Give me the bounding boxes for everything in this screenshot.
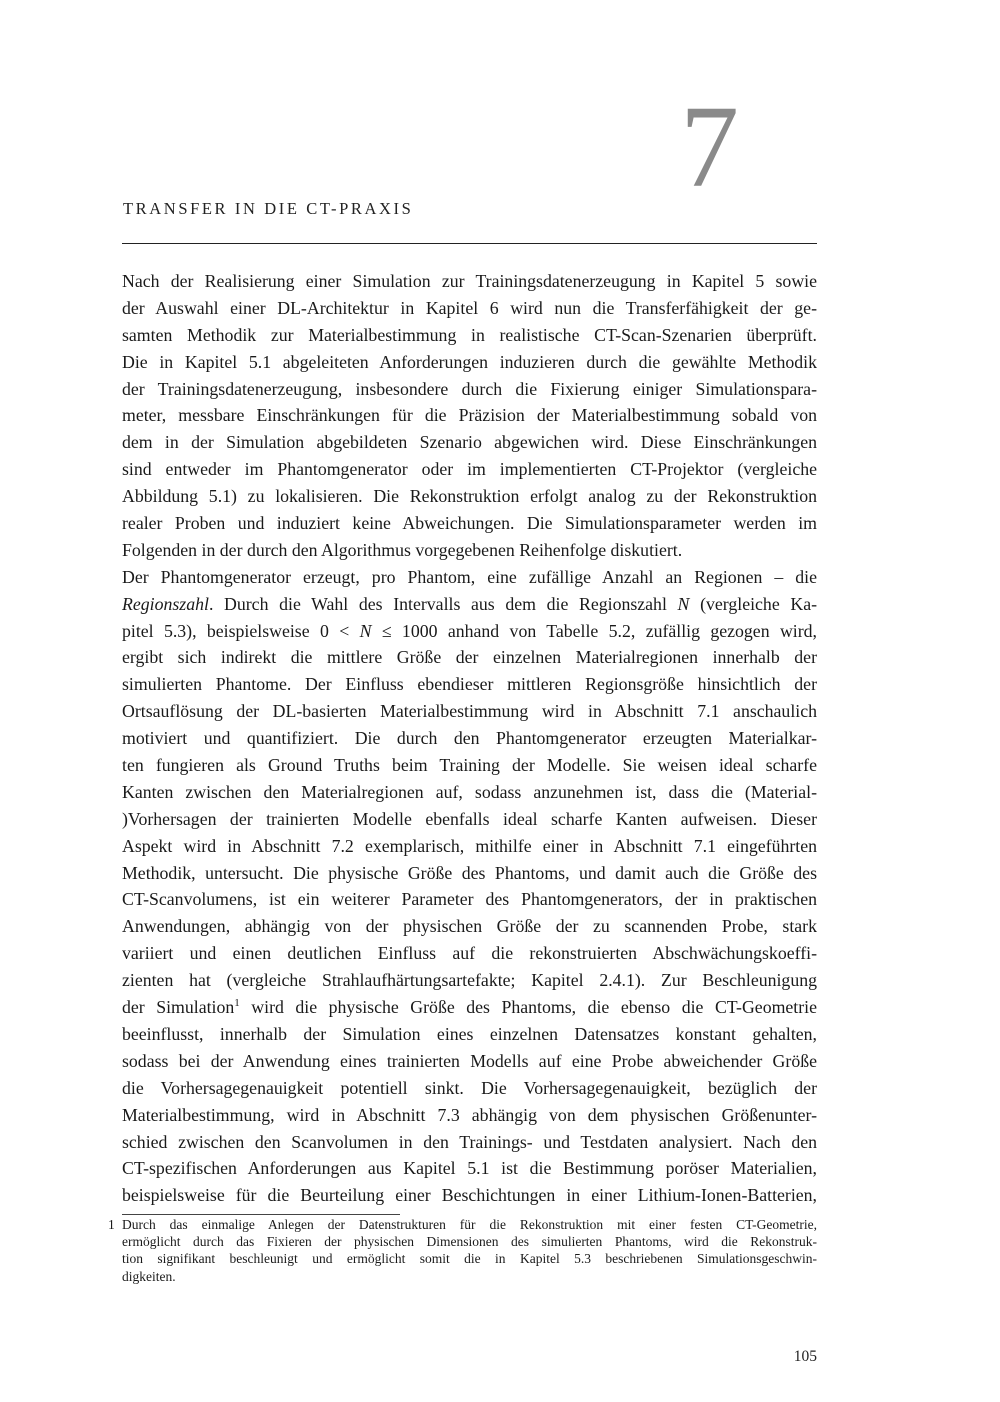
chapter-number: 7 (680, 81, 739, 212)
body-line: Ortsauflösung der DL-basierten Materialbestimmung wird in Abschnitt 7.1 anschaulich (122, 701, 817, 722)
body-line: Nach der Realisierung einer Simulation zur Trainingsdatenerzeugung in Kapitel 5 sowie (122, 271, 817, 291)
footnote-text (122, 1216, 817, 1285)
body-line: beispielsweise für die Beurteilung einer Beschichtungen in einer Lithium-Ionen-Batterien, (122, 1185, 817, 1206)
body-line: Materialbestimmung, wird in Abschnitt 7.3 abhängig von dem physischen Größenunter- (122, 1104, 817, 1125)
footnote-line: ermöglicht durch das Fixieren der physischen Dimensionen des simulierten Phantoms, wird die Rekonstruk- (122, 1234, 817, 1250)
body-line: Die in Kapitel 5.1 abgeleiteten Anforderungen induzieren durch die gewählte Methodik (122, 351, 817, 372)
footnote-line: digkeiten. (122, 1268, 176, 1284)
body-line: der Trainingsdatenerzeugung, insbesondere durch die Fixierung einiger Simulationspara- (122, 378, 817, 399)
chapter-rule (122, 243, 817, 244)
footnote-rule (122, 1214, 400, 1215)
body-line: sodass bei der Anwendung eines trainierten Modells auf eine Probe abweichender Größe (122, 1050, 817, 1071)
body-line: ergibt sich indirekt die mittlere Größe der einzelnen Materialregionen innerhalb der (122, 647, 817, 668)
body-line: CT-Scanvolumens, ist ein weiterer Parameter des Phantomgenerators, der in praktischen (122, 889, 817, 910)
body-text (122, 268, 817, 1209)
body-line: samten Methodik zur Materialbestimmung in realistische CT-Scan-Szenarien überprüft. (122, 324, 817, 345)
body-line: sind entweder im Phantomgenerator oder im implementierten CT-Projektor (vergleiche (122, 459, 817, 480)
body-line: ten fungieren als Ground Truths beim Training der Modelle. Sie weisen ideal scharfe (122, 755, 817, 776)
body-line: Der Phantomgenerator erzeugt, pro Phantom, eine zufällige Anzahl an Regionen – die (122, 566, 817, 587)
body-line: meter, messbare Einschränkungen für die Präzision der Materialbestimmung sobald von (122, 405, 817, 426)
body-line: )Vorhersagen der trainierten Modelle ebenfalls ideal scharfe Kanten aufweisen. Dieser (122, 808, 817, 829)
body-line: zienten hat (vergleiche Strahlaufhärtungsartefakte; Kapitel 2.4.1). Zur Beschleunigung (122, 970, 817, 991)
body-line: Kanten zwischen den Materialregionen auf, sodass anzunehmen ist, dass die (Material- (122, 781, 817, 802)
body-line: CT-spezifischen Anforderungen aus Kapitel 5.1 ist die Bestimmung poröser Materialien, (122, 1158, 817, 1179)
body-line: dem in der Simulation abgebildeten Szenario abgewichen wird. Diese Einschränkungen (122, 432, 817, 453)
footnote-line: tion signifikant beschleunigt und ermöglicht somit die in Kapitel 5.3 beschriebenen Simulationsgeschwin- (122, 1251, 817, 1267)
page-number: 105 (793, 1348, 817, 1365)
body-line: Anwendungen, abhängig von der physischen Größe der zu scannenden Probe, stark (122, 916, 817, 937)
chapter-title: TRANSFER IN DIE CT-PRAXIS (123, 199, 414, 218)
footnote-line: Durch das einmalige Anlegen der Datenstrukturen für die Rekonstruktion mit einer festen CT-Geometrie, (122, 1217, 817, 1232)
body-line: Regionszahl. Durch die Wahl des Intervalls aus dem die Regionszahl N (vergleiche Ka- (122, 593, 818, 614)
body-line: der Simulation$^1$ wird die physische Größe des Phantoms, die ebenso die CT-Geometrie (122, 997, 818, 1018)
body-line: pitel 5.3), beispielsweise 0 < N ≤ 1000 anhand von Tabelle 5.2, zufällig gezogen wird, (122, 620, 817, 641)
footnote-mark: 1 (108, 1217, 115, 1232)
body-line: variiert und einen deutlichen Einfluss auf die rekonstruierten Abschwächungskoeffi- (122, 943, 817, 964)
body-line: der Auswahl einer DL-Architektur in Kapitel 6 wird nun die Transferfähigkeit der ge- (122, 297, 817, 318)
body-line: Methodik, untersucht. Die physische Größe des Phantoms, und damit auch die Größe des (122, 862, 817, 883)
body-line: die Vorhersagegenauigkeit potentiell sinkt. Die Vorhersagegenauigkeit, bezüglich der (122, 1077, 817, 1098)
body-line: motiviert und quantifiziert. Die durch den Phantomgenerator erzeugten Materialkar- (122, 728, 817, 749)
body-line: simulierten Phantome. Der Einfluss ebendieser mittleren Regionsgröße hinsichtlich der (122, 674, 817, 695)
body-line: beeinflusst, innerhalb der Simulation eines einzelnen Datensatzes konstant gehalten, (122, 1023, 817, 1044)
body-line: realer Proben und induziert keine Abweichungen. Die Simulationsparameter werden im (122, 513, 817, 534)
body-line: Folgenden in der durch den Algorithmus vorgegebenen Reihenfolge diskutiert. (122, 539, 683, 560)
body-line: schied zwischen den Scanvolumen in den Trainings- und Testdaten analysiert. Nach den (122, 1131, 817, 1152)
body-line: Aspekt wird in Abschnitt 7.2 exemplarisch, mithilfe einer in Abschnitt 7.1 eingeführten (122, 835, 817, 856)
body-line: Abbildung 5.1) zu lokalisieren. Die Rekonstruktion erfolgt analog zu der Rekonstruktion (122, 486, 817, 507)
